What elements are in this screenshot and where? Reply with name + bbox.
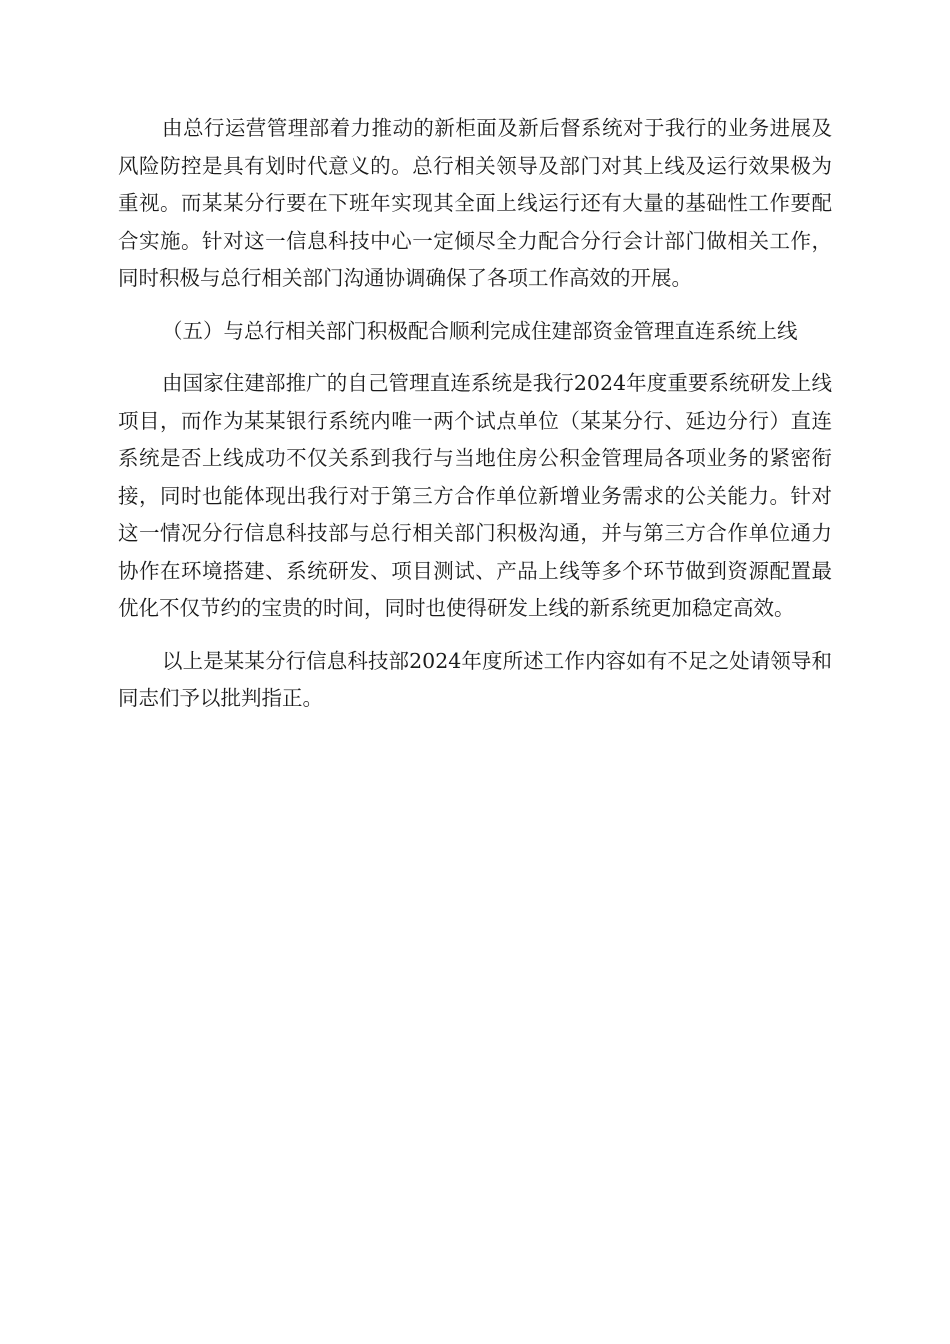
document-page: [118, 110, 832, 733]
paragraph-direct-connect-system: 由国家住建部推广的自己管理直连系统是我行2024年度重要系统研发上线项目，而作为某某银行系统内唯一两个试点单位（某某分行、延边分行）直连系统是否上线成功不仅关系到我行与当地住房公积金管理局各项业务的紧密衔接，同时也能体现出我行对于第三方合作单位新增业务需求的公关能力。针对这一情况分行信息科技部与总行相关部门积极沟通，并与第三方合作单位通力协作在环境搭建、系统研发、项目测试、产品上线等多个环节做到资源配置最优化不仅节约的宝贵的时间，同时也使得研发上线的新系统更加稳定高效。: [118, 371, 832, 620]
paragraph-new-counter-system: 由总行运营管理部着力推动的新柜面及新后督系统对于我行的业务进展及风险防控是具有划时代意义的。总行相关领导及部门对其上线及运行效果极为重视。而某某分行要在下班年实现其全面上线运行还有大量的基础性工作要配合实施。针对这一信息科技中心一定倾尽全力配合分行会计部门做相关工作，同时积极与总行相关部门沟通协调确保了各项工作高效的开展。: [118, 116, 832, 290]
section-heading-five: （五）与总行相关部门积极配合顺利完成住建部资金管理直连系统上线: [162, 318, 798, 343]
paragraph-closing-remarks: 以上是某某分行信息科技部2024年度所述工作内容如有不足之处请领导和同志们予以批判指正。: [118, 648, 832, 710]
